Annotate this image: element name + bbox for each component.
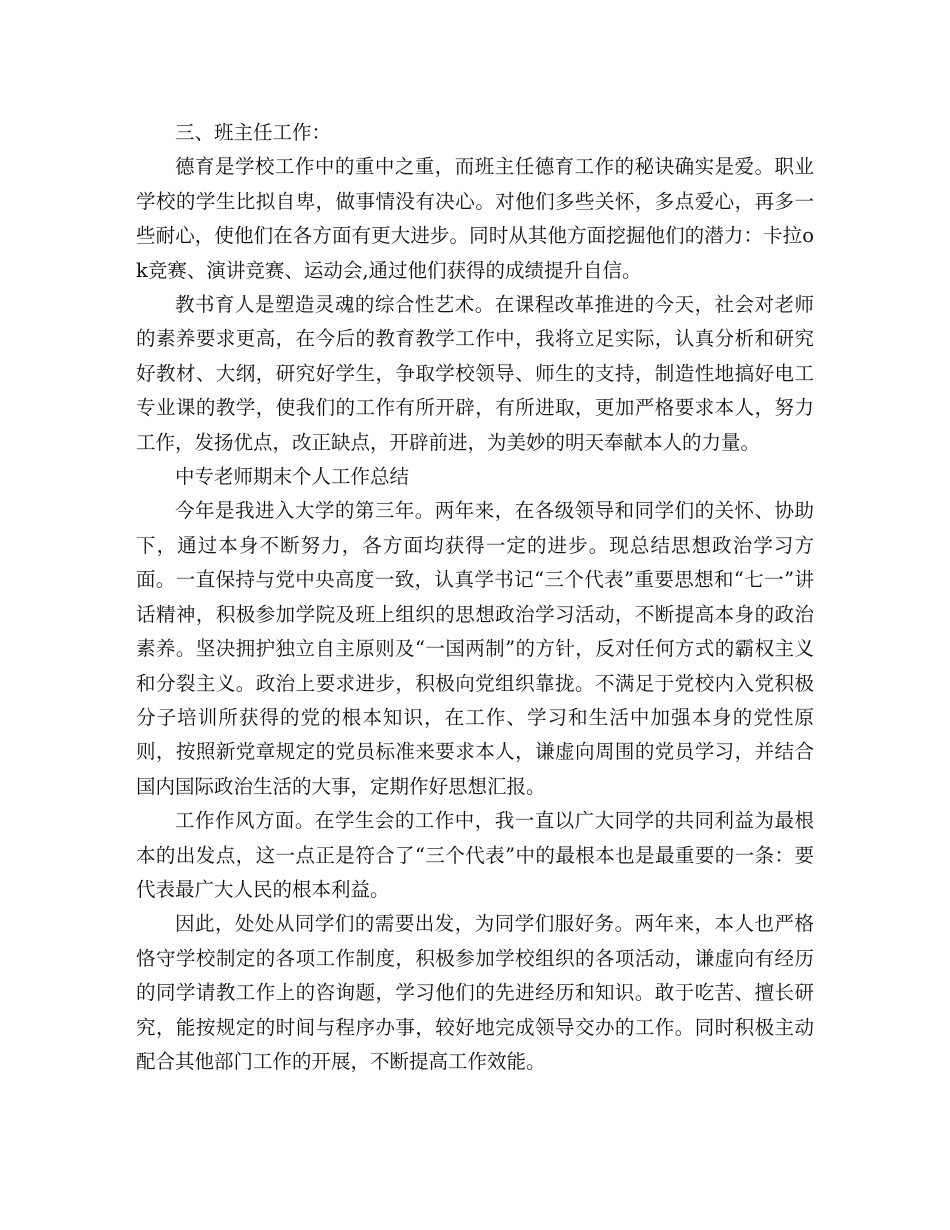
paragraph-political-study: 今年是我进入大学的第三年。两年来，在各级领导和同学们的关怀、协助下，通过本身不断努力，各方面均获得一定的进步。现总结思想政治学习方面。一直保持与党中央高度一致，认真学书记“三个代表”重要思想和“七一”讲话精神，积极参加学院及班上组织的思想政治学习活动，不断提高本身的政治素养。坚决拥护独立自主原则及“一国两制”的方针，反对任何方式的霸权主义和分裂主义。政治上要求进步，积极向党组织靠拢。不满足于党校内入党积极分子培训所获得的党的根本知识，在工作、学习和生活中加强本身的党性原则，按照新党章规定的党员标准来要求本人，谦虚向周围的党员学习，并结合国内国际政治生活的大事，定期作好思想汇报。 — [136, 499, 814, 798]
paragraph-teaching-art: 教书育人是塑造灵魂的综合性艺术。在课程改革推进的今天，社会对老师的素养要求更高，在今后的教育教学工作中，我将立足实际，认真分析和研究好教材、大纲，研究好学生，争取学校领导、师生的支持，制造性地搞好电工专业课的教学，使我们的工作有所开辟，有所进取，更加严格要求本人，努力工作，发扬优点，改正缺点，开辟前进，为美妙的明天奉献本人的力量。 — [136, 293, 814, 454]
paragraph-moral-education: 德育是学校工作中的重中之重，而班主任德育工作的秘诀确实是爱。职业学校的学生比拟自卑，做事情没有决心。对他们多些关怀，多点爱心，再多一些耐心，使他们在各方面有更大进步。同时从其他方面挖掘他们的潜力：卡拉ok竞赛、演讲竞赛、运动会,通过他们获得的成绩提升自信。 — [136, 155, 814, 282]
paragraph-serving-students: 因此，处处从同学们的需要出发，为同学们服好务。两年来，本人也严格恪守学校制定的各项工作制度，积极参加学校组织的各项活动，谦虚向有经历的同学请教工作上的咨询题，学习他们的先进经历和知识。敢于吃苦、擅长研究，能按规定的时间与程序办事，较好地完成领导交办的工作。同时积极主动配合其他部门工作的开展，不断提高工作效能。 — [136, 912, 814, 1073]
section-heading-class-teacher: 三、班主任工作： — [175, 121, 332, 144]
paragraph-work-style: 工作作风方面。在学生会的工作中，我一直以广大同学的共同利益为最根本的出发点，这一点正是符合了“三个代表”中的最根本也是最重要的一条：要代表最广大人民的根本利益。 — [136, 809, 814, 901]
document-title: 中专老师期末个人工作总结 — [175, 465, 410, 489]
